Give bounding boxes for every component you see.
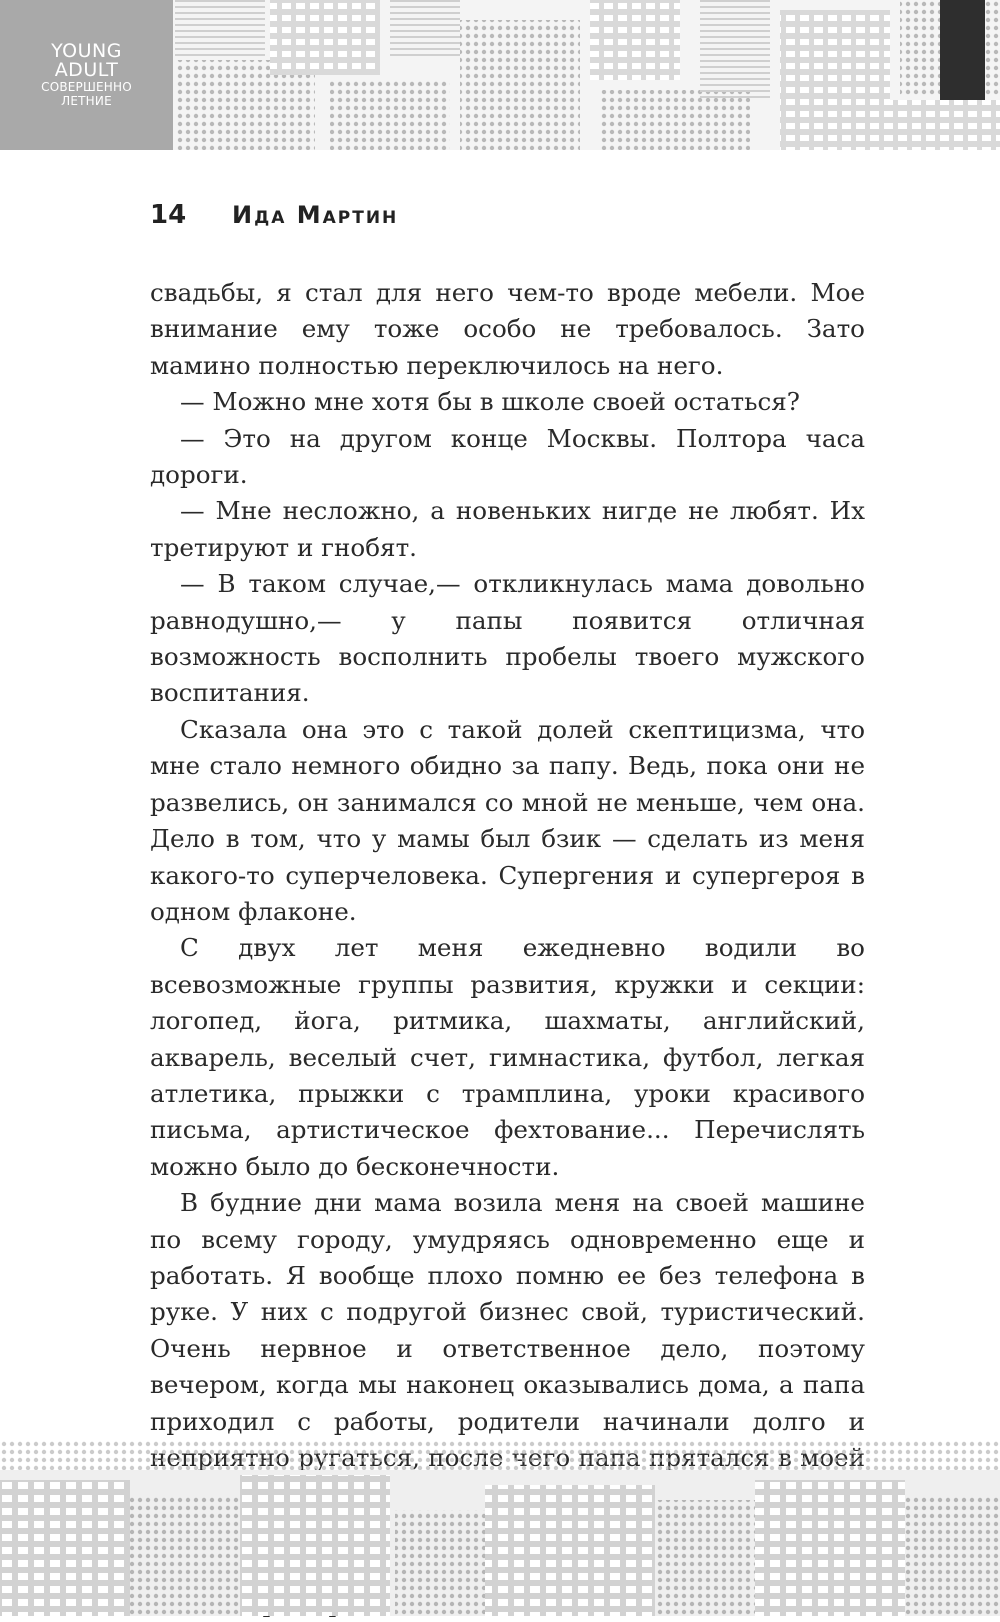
bottom-decorative-banner [0, 1440, 1000, 1616]
paragraph-2: — Можно мне хотя бы в школе своей остаться? [180, 387, 800, 417]
badge-line-1: YOUNG [51, 40, 122, 62]
paragraph-7: С двух лет меня ежедневно водили во всевозможные группы развития, кружки и секции: логопед, йога, ритмика, шахматы, английский, акварель, веселый счет, гимнастика, футбол, легкая атлетика, прыжки с трамплина, уроки красивого письма, артистическое фехтование... Перечислять можно было до бесконечности. [150, 933, 865, 1181]
paragraph-6: Сказала она это с такой долей скептицизма, что мне стало немного обидно за папу. Ведь, пока они не развелись, он занимался со мной не меньше, чем она. Дело в том, что у мамы был бзик — сделать из меня какого-то суперчеловека. Супергения и супергероя в одном флаконе. [150, 714, 865, 926]
paragraph-3: — Это на другом конце Москвы. Полтора часа дороги. [150, 423, 865, 490]
badge-line-4: ЛЕТНИЕ [61, 94, 112, 108]
page-number: 14 [150, 200, 187, 230]
paragraph-4: — Мне несложно, а новеньких нигде не любят. Их третируют и гнобят. [150, 496, 865, 562]
badge-line-3: СОВЕРШЕННО [41, 80, 132, 94]
paragraph-8: В будние дни мама возила меня на своей машине по всему городу, умудряясь одновременно еще и работать. Я вообще плохо помню ее без телефона в руке. У них с подругой бизнес свой, туристический. Очень нервное и ответственное дело, поэтому вечером, когда мы наконец оказывались дома, а папа приходил с работы, родители начинали долго и [150, 1188, 865, 1436]
series-badge [0, 0, 173, 150]
badge-line-2: ADULT [54, 59, 119, 81]
paragraph-5: — В таком случае,— откликнулась мама довольно равнодушно,— у папы появится отличная возможность восполнить пробелы твоего мужского воспитания. [150, 569, 865, 708]
author-name: Ида Мартин [232, 201, 399, 229]
text-body [150, 275, 865, 1622]
running-head [150, 200, 398, 240]
paragraph-1: свадьбы, я стал для него чем-то вроде мебели. Мое внимание ему тоже особо не требовалось. Зато мамино полностью переключилось на него. [150, 278, 865, 380]
